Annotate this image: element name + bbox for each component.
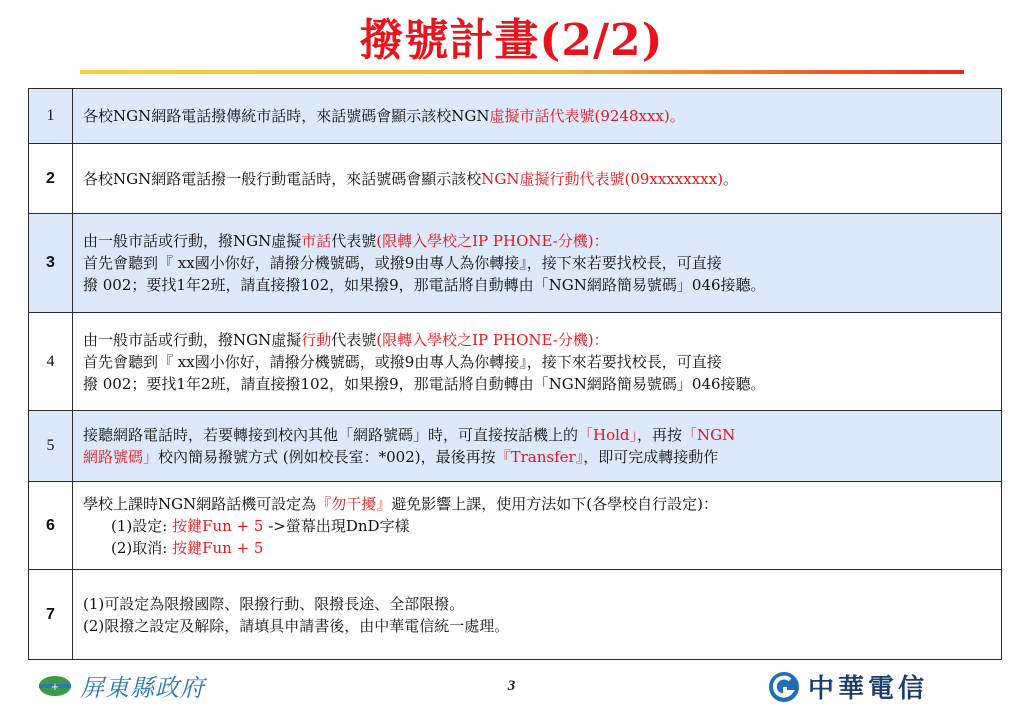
body-text: ，即可完成轉接動作 — [583, 448, 719, 466]
table-row — [29, 482, 1002, 570]
body-text: ，再按 — [637, 426, 683, 444]
body-text: (1)可設定為限撥國際、限撥行動、限撥長途、全部限撥。 — [83, 594, 465, 613]
highlight-text: 「NGN — [682, 426, 736, 444]
table-row — [29, 89, 1002, 144]
highlight-text: 按鍵Fun + 5 — [172, 538, 264, 557]
row-number: 2 — [29, 144, 73, 214]
highlight-text: 市話 — [301, 232, 332, 250]
body-text: 各校NGN網路電話撥傳統市話時，來話號碼會顯示該校NGN — [83, 107, 490, 125]
row-line — [83, 252, 991, 274]
row-line — [83, 493, 991, 515]
highlight-text: (限轉入學校之IP PHONE-分機)： — [376, 232, 609, 250]
body-text: 代表號 — [331, 232, 377, 250]
county-name: 屏東縣政府 — [80, 674, 205, 702]
body-text: 首先會聽到『 xx國小你好，請撥分機號碼，或撥9由專人為你轉接』，接下來若要找校長，可直接 — [83, 352, 722, 371]
table-row — [29, 214, 1002, 313]
chunghwa-telecom-logo — [768, 668, 928, 705]
row-content — [73, 89, 1002, 144]
row-line — [83, 424, 991, 446]
row-number: 1 — [29, 89, 73, 144]
body-text: 校內簡易撥號方式 (例如校長室：*002)，最後再按 — [158, 448, 496, 466]
table-row — [29, 411, 1002, 482]
telecom-emblem-icon — [768, 671, 800, 703]
row-line — [83, 615, 991, 637]
body-text: 學校上課時NGN網路話機可設定為 — [83, 494, 317, 513]
body-text: (1)設定: — [111, 516, 173, 535]
page-number: 3 — [507, 678, 516, 694]
highlight-text: 『Transfer』 — [495, 448, 584, 466]
page-title: 撥號計畫(2/2) — [359, 15, 664, 66]
svg-text:+: + — [50, 681, 60, 693]
table-row — [29, 570, 1002, 660]
row-content — [73, 144, 1002, 214]
row-number: 5 — [29, 411, 73, 482]
body-text: 避免影響上課，使用方法如下(各學校自行設定)： — [391, 494, 718, 513]
row-content — [73, 570, 1002, 660]
row-line — [83, 351, 991, 373]
row-line — [83, 593, 991, 615]
highlight-text: (限轉入學校之IP PHONE-分機)： — [376, 330, 609, 349]
row-content — [73, 482, 1002, 570]
body-text: 代表號 — [331, 330, 377, 349]
dial-plan-table — [28, 88, 1002, 660]
body-text: 撥 002；要找1年2班，請直接撥102，如果撥9，那電話將自動轉由「NGN網路簡易號碼」046接聽。 — [83, 374, 766, 393]
body-text: 各校NGN網路電話撥一般行動電話時，來話號碼會顯示該校 — [83, 169, 482, 188]
telecom-name: 中華電信 — [808, 674, 929, 704]
row-line — [83, 329, 991, 351]
highlight-text: 網路號碼」 — [83, 448, 159, 466]
row-line — [83, 274, 991, 296]
body-text: 由一般市話或行動，撥NGN虛擬 — [83, 232, 302, 250]
body-text: 撥 002；要找1年2班，請直接撥102，如果撥9，那電話將自動轉由「NGN網路簡易號碼」046接聽。 — [83, 276, 766, 294]
highlight-text: NGN虛擬行動代表號(09xxxxxxxx) — [481, 169, 723, 188]
body-text: (2)取消: — [111, 538, 173, 557]
highlight-text: 虛擬市話代表號(9248xxx)。 — [489, 107, 685, 125]
body-text: (2)限撥之設定及解除，請填具申請書後，由中華電信統一處理。 — [83, 616, 510, 635]
title-underline — [80, 70, 964, 74]
row-line — [83, 446, 991, 468]
row-number: 6 — [29, 482, 73, 570]
row-content — [73, 411, 1002, 482]
row-number: 3 — [29, 214, 73, 313]
body-text: 。 — [722, 169, 738, 188]
body-text: 首先會聽到『 xx國小你好，請撥分機號碼，或撥9由專人為你轉接』，接下來若要找校長，可直接 — [83, 254, 722, 272]
row-number: 7 — [29, 570, 73, 660]
body-text: 接聽網路電話時，若要轉接到校內其他「網路號碼」時，可直接按話機上的 — [83, 426, 579, 444]
highlight-text: 按鍵Fun + 5 — [172, 516, 264, 535]
body-text: ->螢幕出現DnD字樣 — [263, 516, 410, 535]
row-line — [83, 537, 991, 559]
row-line — [83, 105, 991, 127]
row-number: 4 — [29, 313, 73, 411]
footer — [0, 664, 1023, 708]
highlight-text: 「Hold」 — [578, 426, 638, 444]
table-row — [29, 313, 1002, 411]
row-line — [83, 515, 991, 537]
row-line — [83, 230, 991, 252]
body-text: 由一般市話或行動，撥NGN虛擬 — [83, 330, 302, 349]
row-content — [73, 214, 1002, 313]
row-line — [83, 373, 991, 395]
table-row — [29, 144, 1002, 214]
row-content — [73, 313, 1002, 411]
highlight-text: 『勿干擾』 — [316, 494, 392, 513]
row-line — [83, 168, 991, 190]
highlight-text: 行動 — [301, 330, 332, 349]
